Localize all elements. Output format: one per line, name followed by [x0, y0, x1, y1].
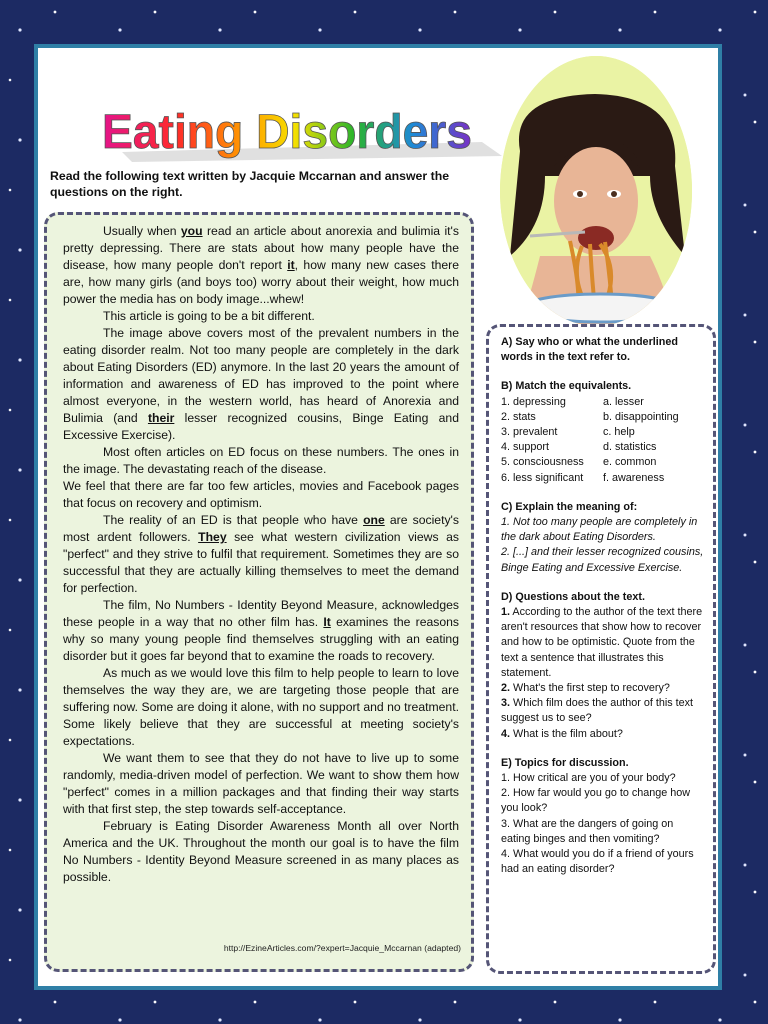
paragraph-5: We feel that there are far too few articles, movies and Facebook pages that focus on recovery and optimism.	[63, 479, 459, 510]
underlined-word: their	[147, 411, 175, 425]
worksheet-title	[102, 102, 542, 162]
match-left-2: 2. stats	[501, 410, 536, 423]
paragraph-8: As much as we would love this film to help people to learn to love themselves the way they are, we are targeting those people that are suffering now. Some are doing it alone, with no support and no treatment. Some likely believe that they are successful at meeting society's expectations.	[63, 666, 459, 748]
section-c-item-2: 2. [...] and their lesser recognized cousins, Binge Eating and Excessive Exercise.	[501, 546, 704, 574]
section-e-item-3: 3. What are the dangers of going on eating binges and then vomiting?	[501, 817, 674, 845]
section-a-heading: A) Say who or what the underlined words in the text refer to.	[501, 336, 678, 364]
paragraph-4: Most often articles on ED focus on these numbers. The ones in the image. The devastating reach of the disease.	[63, 445, 459, 476]
section-d-item-1: 1. According to the author of the text there aren't resources that show how to recover and how to be optimistic. Quote from the text a sentence that illustrates this statement.	[501, 606, 703, 679]
underlined-word: you	[180, 224, 203, 238]
match-left-3: 3. prevalent	[501, 426, 558, 439]
match-right-e: e. common	[603, 456, 657, 469]
section-b-heading: B) Match the equivalents.	[501, 380, 632, 393]
worksheet-page	[34, 44, 722, 990]
section-d-heading: D) Questions about the text.	[501, 590, 645, 603]
paragraph-9: We want them to see that they do not have to live up to some randomly, media-driven model of perfection. We want to show them how "perfect" comes in a million packages and that finding their way starts with that first step, the step towards self-acceptance.	[63, 751, 459, 816]
section-e-item-2: 2. How far would you go to change how you look?	[501, 787, 691, 815]
questions-box	[486, 324, 716, 974]
match-right-a: a. lesser	[603, 395, 644, 408]
section-e-heading: E) Topics for discussion.	[501, 756, 629, 769]
underlined-word: one	[363, 513, 385, 527]
match-right-d: d. statistics	[603, 441, 657, 454]
underlined-word: They	[198, 530, 227, 544]
woman-eating-spaghetti-image	[500, 56, 692, 326]
match-left-1: 1. depressing	[501, 395, 566, 408]
title-text: Eating Disorders	[102, 106, 472, 159]
match-left-6: 6. less significant	[501, 471, 584, 484]
paragraph-3: The image above covers most of the prevalent numbers in the eating disorder realm. Not too many people are completely in the dark about Eating Disorders (ED) anymore. In the last 20 years the amount of information and awareness of ED has improved to the point where almost everyone, in the western world, has heard of Anorexia and Bulimia (and their lesser recognized cousins, Binge Eating and Excessive Exercise).	[63, 326, 459, 442]
paragraph-7: The film, No Numbers - Identity Beyond Measure, acknowledges these people in a way that no other film has. It examines the reasons why so many young people find themselves struggling with an eating disorder but it goes far beyond that to examine the roads to recovery.	[63, 598, 459, 663]
section-d-item-4: 4. What is the film about?	[501, 727, 623, 740]
match-table	[501, 395, 705, 486]
match-right-b: b. disappointing	[603, 410, 679, 423]
match-right-f: f. awareness	[603, 471, 665, 484]
match-right-c: c. help	[603, 426, 635, 439]
reading-text-box	[44, 212, 474, 972]
section-d-item-3: 3. Which film does the author of this text suggest us to see?	[501, 697, 694, 725]
underlined-word: it	[287, 258, 295, 272]
match-left-5: 5. consciousness	[501, 456, 584, 469]
underlined-word: It	[323, 615, 331, 629]
paragraph-10: February is Eating Disorder Awareness Month all over North America and the UK. Throughout the month our goal is to have the film No Numbers - Identity Beyond Measure screened in as many places as possible.	[63, 819, 459, 884]
section-d-item-2: 2. What's the first step to recovery?	[501, 682, 670, 695]
paragraph-2: This article is going to be a bit different.	[103, 309, 315, 323]
section-e-item-1: 1. How critical are you of your body?	[501, 772, 676, 785]
instructions: Read the following text written by Jacquie Mccarnan and answer the questions on the right.	[50, 169, 450, 199]
paragraph-1: Usually when you read an article about anorexia and bulimia it's pretty depressing. There are stats about how many people have the disease, how many people don't report it, how many new cases there are, how many girls (and boys too) worry about their weight, how much power the media has on body image...whew!	[63, 224, 460, 306]
section-c-item-1: 1. Not too many people are completely in the dark about Eating Disorders.	[501, 516, 698, 544]
source-citation: http://EzineArticles.com/?expert=Jacquie_Mccarnan (adapted)	[223, 943, 461, 953]
section-c-heading: C) Explain the meaning of:	[501, 500, 638, 513]
section-e-item-4: 4. What would you do if a friend of yours had an eating disorder?	[501, 848, 694, 876]
paragraph-6: The reality of an ED is that people who have one are society's most ardent followers. They see what western civilization views as "perfect" and they strive to fulfil that requirement. Sometimes they are so successful that they are actually killing themselves to meet the demand for perfection.	[63, 513, 459, 595]
match-left-4: 4. support	[501, 441, 550, 454]
